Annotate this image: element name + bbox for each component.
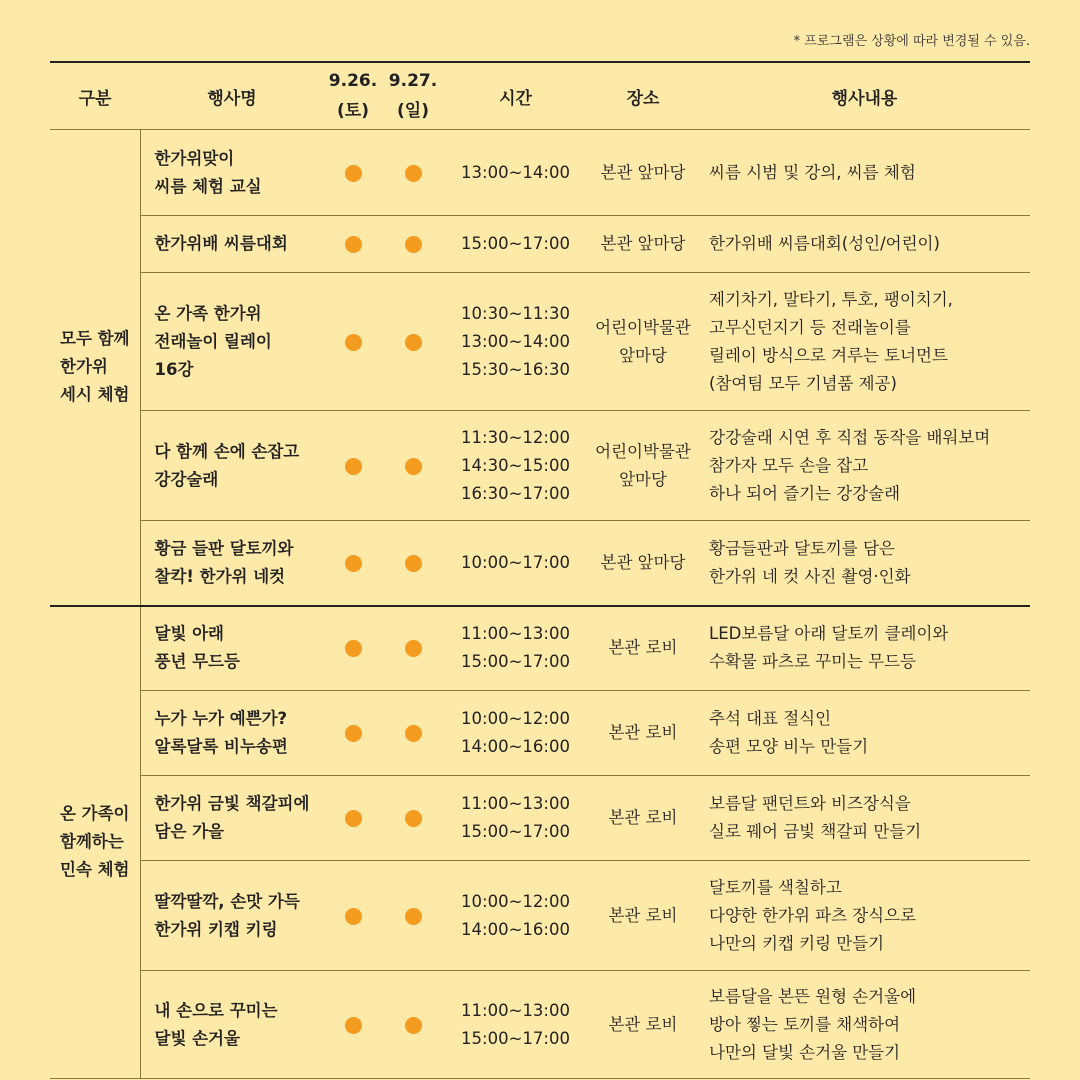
description-line: 나만의 키캡 키링 만들기 (709, 933, 885, 953)
category-line: 한가위 (60, 357, 108, 377)
event-name-cell (140, 971, 324, 1079)
description-cell (699, 411, 1030, 521)
time-line: 11:00~13:00 (461, 794, 570, 813)
place-line: 본관 앞마당 (600, 552, 686, 572)
event-name-line: 누가 누가 예쁜가? (154, 709, 288, 728)
time-line: 16:30~17:00 (461, 483, 570, 503)
event-name-line: 온 가족 한가위 (154, 303, 262, 323)
date-cell (382, 273, 444, 411)
event-name-line: 전래놀이 릴레이 (154, 331, 272, 351)
orange-dot-icon (345, 236, 362, 253)
time-cell (444, 691, 587, 776)
event-name-line: 한가위맞이 (154, 148, 235, 168)
date-cell (324, 273, 382, 411)
orange-dot-icon (405, 810, 422, 827)
event-name-line: 달빛 손거울 (154, 1028, 240, 1048)
time-cell (444, 411, 587, 521)
description-line: 릴레이 방식으로 겨루는 토너먼트 (709, 345, 948, 365)
header-row (50, 62, 1030, 130)
event-name-line: 16강 (154, 359, 194, 379)
event-name-line: 황금 들판 달토끼와 (154, 538, 294, 558)
time-line: 15:00~17:00 (461, 652, 570, 672)
header-time: 시간 (444, 62, 587, 130)
header-date-2: 9.27. (일) (382, 62, 444, 130)
time-line: 15:00~17:00 (461, 234, 570, 253)
event-name-line: 알록달록 비누송편 (154, 737, 288, 756)
time-cell (444, 861, 587, 971)
orange-dot-icon (405, 1017, 422, 1034)
place-cell (587, 411, 699, 521)
date-cell (382, 216, 444, 273)
category-line: 온 가족이 (60, 804, 130, 824)
date-cell (324, 411, 382, 521)
description-line: 한가위배 씨름대회(성인/어린이) (709, 234, 940, 253)
orange-dot-icon (345, 334, 362, 351)
notice-text: * 프로그램은 상황에 따라 변경될 수 있음. (793, 34, 1030, 49)
description-cell (699, 776, 1030, 861)
orange-dot-icon (405, 165, 422, 182)
time-cell (444, 971, 587, 1079)
event-name-cell (140, 521, 324, 606)
description-line: 황금들판과 달토끼를 담은 (709, 538, 895, 558)
event-name-line: 담은 가을 (154, 822, 225, 841)
orange-dot-icon (345, 165, 362, 182)
description-cell (699, 691, 1030, 776)
date-cell (324, 971, 382, 1079)
event-name-line: 찰칵! 한가위 네컷 (154, 566, 286, 586)
time-line: 13:00~14:00 (461, 162, 570, 182)
orange-dot-icon (405, 334, 422, 351)
description-cell (699, 606, 1030, 691)
date-cell (324, 776, 382, 861)
place-line: 본관 로비 (608, 638, 678, 658)
header-category: 구분 (50, 62, 140, 130)
time-line: 11:00~13:00 (461, 1000, 570, 1020)
time-line: 11:00~13:00 (461, 624, 570, 644)
description-line: 보름달을 본뜬 원형 손거울에 (709, 986, 917, 1006)
table-row (50, 691, 1030, 776)
description-line: 강강술래 시연 후 직접 동작을 배워보며 (709, 427, 991, 447)
event-name-cell (140, 861, 324, 971)
description-line: 다양한 한가위 파츠 장식으로 (709, 905, 917, 925)
description-line: 고무신던지기 등 전래놀이를 (709, 317, 911, 337)
event-name-cell (140, 691, 324, 776)
date-cell (324, 521, 382, 606)
time-line: 11:30~12:00 (461, 427, 570, 447)
header-date-1: 9.26. (토) (324, 62, 382, 130)
orange-dot-icon (345, 810, 362, 827)
event-name-line: 다 함께 손에 손잡고 (154, 441, 300, 461)
event-name-line: 딸깍딸깍, 손맛 가득 (154, 891, 300, 911)
description-line: 달토끼를 색칠하고 (709, 877, 842, 897)
event-name-line: 내 손으로 꾸미는 (154, 1000, 278, 1020)
category-cell (50, 606, 140, 1079)
place-line: 본관 로비 (608, 808, 678, 827)
event-name-cell (140, 411, 324, 521)
orange-dot-icon (345, 640, 362, 657)
date-cell (324, 606, 382, 691)
description-cell (699, 216, 1030, 273)
date-cell (324, 691, 382, 776)
time-cell (444, 130, 587, 216)
orange-dot-icon (405, 236, 422, 253)
description-line: 수확물 파츠로 꾸미는 무드등 (709, 652, 917, 672)
place-cell (587, 971, 699, 1079)
time-cell (444, 776, 587, 861)
orange-dot-icon (345, 725, 362, 742)
place-line: 앞마당 (619, 469, 667, 489)
table-row (50, 861, 1030, 971)
table-row (50, 216, 1030, 273)
description-line: 참가자 모두 손을 잡고 (709, 455, 869, 475)
description-line: 실로 꿰어 금빛 책갈피 만들기 (709, 822, 922, 841)
place-cell (587, 606, 699, 691)
event-name-cell (140, 130, 324, 216)
category-line: 함께하는 (60, 832, 124, 852)
event-name-line: 한가위 금빛 책갈피에 (154, 794, 310, 813)
time-cell (444, 273, 587, 411)
description-line: 송편 모양 비누 만들기 (709, 737, 869, 756)
description-line: 한가위 네 컷 사진 촬영·인화 (709, 566, 911, 586)
orange-dot-icon (405, 725, 422, 742)
description-cell (699, 971, 1030, 1079)
place-cell (587, 273, 699, 411)
date-cell (382, 971, 444, 1079)
description-line: 제기차기, 말타기, 투호, 팽이치기, (709, 289, 953, 309)
place-cell (587, 691, 699, 776)
place-line: 앞마당 (619, 345, 667, 365)
place-line: 어린이박물관 (595, 317, 691, 337)
date-cell (382, 411, 444, 521)
place-cell (587, 216, 699, 273)
event-name-line: 한가위배 씨름대회 (154, 234, 288, 253)
place-cell (587, 521, 699, 606)
event-name-cell (140, 606, 324, 691)
time-line: 15:30~16:30 (461, 359, 570, 379)
time-line: 10:00~12:00 (461, 891, 570, 911)
time-cell (444, 521, 587, 606)
date-cell (382, 521, 444, 606)
orange-dot-icon (345, 555, 362, 572)
time-line: 10:00~17:00 (461, 552, 570, 572)
time-line: 14:00~16:00 (461, 919, 570, 939)
place-line: 본관 로비 (608, 905, 678, 925)
date-cell (382, 691, 444, 776)
event-name-cell (140, 216, 324, 273)
description-line: LED보름달 아래 달토끼 클레이와 (709, 624, 949, 644)
description-line: 추석 대표 절식인 (709, 709, 832, 728)
orange-dot-icon (345, 1017, 362, 1034)
date-cell (382, 130, 444, 216)
time-line: 13:00~14:00 (461, 331, 570, 351)
event-name-line: 풍년 무드등 (154, 652, 240, 672)
orange-dot-icon (345, 908, 362, 925)
description-cell (699, 130, 1030, 216)
orange-dot-icon (405, 458, 422, 475)
category-line: 모두 함께 (60, 329, 130, 349)
date-cell (324, 130, 382, 216)
event-name-line: 강강술래 (154, 469, 219, 489)
time-line: 15:00~17:00 (461, 1028, 570, 1048)
time-cell (444, 606, 587, 691)
table-row (50, 273, 1030, 411)
table-row (50, 971, 1030, 1079)
place-line: 본관 앞마당 (600, 234, 686, 253)
category-cell (50, 130, 140, 606)
date-cell (324, 216, 382, 273)
description-cell (699, 521, 1030, 606)
event-name-line: 달빛 아래 (154, 624, 225, 644)
description-line: 방아 찧는 토끼를 채색하여 (709, 1014, 901, 1034)
time-line: 14:30~15:00 (461, 455, 570, 475)
event-name-line: 씨름 체험 교실 (154, 176, 262, 196)
time-line: 10:00~12:00 (461, 709, 570, 728)
table-row (50, 521, 1030, 606)
orange-dot-icon (345, 458, 362, 475)
description-line: 보름달 팬던트와 비즈장식을 (709, 794, 911, 813)
time-line: 10:30~11:30 (461, 303, 570, 323)
category-line: 세시 체험 (60, 385, 130, 405)
table-row (50, 130, 1030, 216)
orange-dot-icon (405, 640, 422, 657)
description-line: (참여팀 모두 기념품 제공) (709, 373, 897, 393)
date-cell (382, 606, 444, 691)
program-table-wrapper (50, 61, 1030, 1079)
program-table-body (50, 130, 1030, 1079)
description-line: 하나 되어 즐기는 강강술래 (709, 483, 901, 503)
table-row (50, 776, 1030, 861)
place-line: 본관 앞마당 (600, 162, 686, 182)
date-cell (382, 776, 444, 861)
table-row (50, 411, 1030, 521)
table-row (50, 606, 1030, 691)
header-place: 장소 (587, 62, 699, 130)
place-line: 본관 로비 (608, 723, 678, 742)
place-cell (587, 776, 699, 861)
time-line: 15:00~17:00 (461, 822, 570, 841)
header-desc: 행사내용 (699, 62, 1030, 130)
event-name-cell (140, 273, 324, 411)
category-line: 민속 체험 (60, 860, 130, 880)
event-name-line: 한가위 키캡 키링 (154, 919, 278, 939)
header-name: 행사명 (140, 62, 324, 130)
place-line: 어린이박물관 (595, 441, 691, 461)
place-cell (587, 130, 699, 216)
description-cell (699, 273, 1030, 411)
time-line: 14:00~16:00 (461, 737, 570, 756)
description-line: 씨름 시범 및 강의, 씨름 체험 (709, 162, 916, 182)
event-name-cell (140, 776, 324, 861)
date-cell (324, 861, 382, 971)
place-cell (587, 861, 699, 971)
date-cell (382, 861, 444, 971)
orange-dot-icon (405, 555, 422, 572)
place-line: 본관 로비 (608, 1014, 678, 1034)
orange-dot-icon (405, 908, 422, 925)
description-line: 나만의 달빛 손거울 만들기 (709, 1042, 901, 1062)
description-cell (699, 861, 1030, 971)
time-cell (444, 216, 587, 273)
program-table (50, 61, 1030, 1079)
